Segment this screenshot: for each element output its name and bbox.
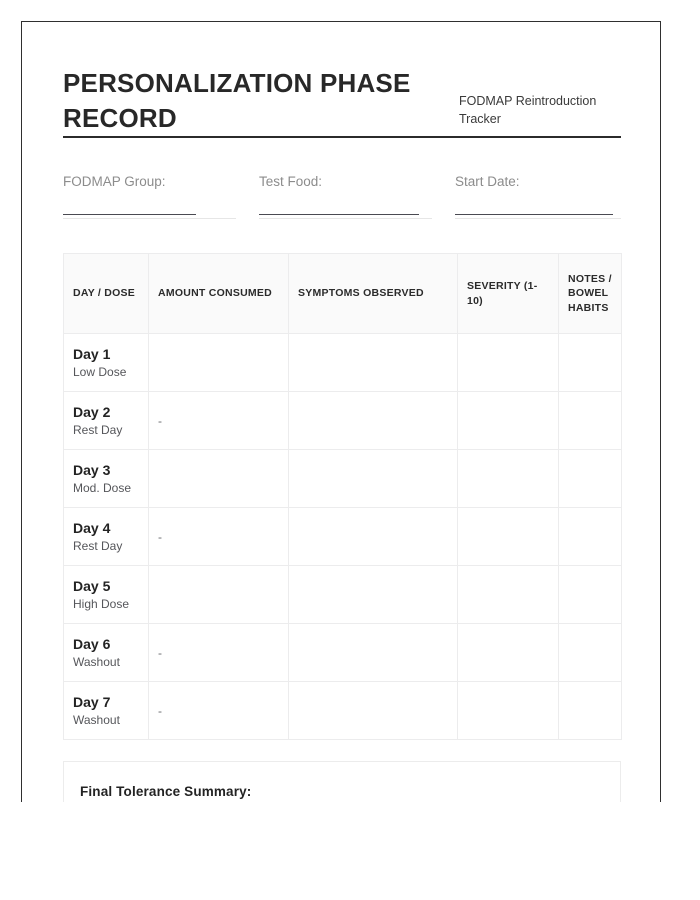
page-sheet <box>21 21 661 802</box>
cell-severity[interactable] <box>458 392 559 450</box>
dose-label: Rest Day <box>73 422 123 437</box>
field-underline <box>259 214 419 215</box>
day-label: Day 1 <box>73 346 111 363</box>
cell-notes[interactable] <box>559 450 622 508</box>
field-underline-faint <box>455 218 621 219</box>
field-fodmap-group <box>63 174 259 221</box>
cell-notes[interactable] <box>559 508 622 566</box>
table-row <box>64 334 622 392</box>
day-label: Day 3 <box>73 462 111 479</box>
field-label-test-food: Test Food: <box>259 174 323 189</box>
cell-amount-consumed[interactable] <box>149 334 289 392</box>
cell-severity[interactable] <box>458 450 559 508</box>
table-row <box>64 624 622 682</box>
table-header-row <box>64 254 622 334</box>
day-label: Day 4 <box>73 520 111 537</box>
dose-label: Rest Day <box>73 538 123 553</box>
table-header <box>64 254 622 334</box>
cell-amount-consumed[interactable] <box>149 450 289 508</box>
field-start-date <box>455 174 621 221</box>
column-header-amount: AMOUNT CONSUMED <box>149 254 289 334</box>
document-subtitle: FODMAP Reintroduction Tracker <box>459 94 597 127</box>
cell-symptoms-observed[interactable] <box>289 566 458 624</box>
cell-day-dose <box>64 682 149 740</box>
cell-notes[interactable] <box>559 334 622 392</box>
cell-amount-consumed[interactable]: - <box>149 682 289 740</box>
field-test-food <box>259 174 455 221</box>
dose-label: Washout <box>73 654 120 669</box>
cell-day-dose <box>64 450 149 508</box>
field-input-test-food[interactable] <box>259 193 455 221</box>
field-input-start-date[interactable] <box>455 193 621 221</box>
final-tolerance-summary-title: Final Tolerance Summary: <box>80 784 252 799</box>
field-underline-faint <box>259 218 432 219</box>
field-underline <box>63 214 196 215</box>
cell-notes[interactable] <box>559 624 622 682</box>
header-divider <box>63 136 621 138</box>
cell-symptoms-observed[interactable] <box>289 334 458 392</box>
cell-symptoms-observed[interactable] <box>289 682 458 740</box>
dose-label: High Dose <box>73 596 130 611</box>
table-row <box>64 566 622 624</box>
cell-severity[interactable] <box>458 682 559 740</box>
cell-amount-consumed[interactable]: - <box>149 508 289 566</box>
day-label: Day 6 <box>73 636 111 653</box>
cell-amount-consumed[interactable] <box>149 566 289 624</box>
cell-severity[interactable] <box>458 508 559 566</box>
dose-label: Washout <box>73 712 120 727</box>
meta-field-row <box>63 174 621 221</box>
field-input-fodmap-group[interactable] <box>63 193 259 221</box>
field-label-fodmap-group: FODMAP Group: <box>63 174 166 189</box>
cell-day-dose <box>64 334 149 392</box>
table-row <box>64 682 622 740</box>
cell-notes[interactable] <box>559 566 622 624</box>
day-label: Day 5 <box>73 578 111 595</box>
table-row <box>64 508 622 566</box>
column-header-day-dose: DAY / DOSE <box>64 254 149 334</box>
cell-symptoms-observed[interactable] <box>289 392 458 450</box>
column-header-symptoms: SYMPTOMS OBSERVED <box>289 254 458 334</box>
cell-severity[interactable] <box>458 334 559 392</box>
table-body <box>64 334 622 740</box>
cell-day-dose <box>64 392 149 450</box>
field-underline <box>455 214 613 215</box>
cell-symptoms-observed[interactable] <box>289 450 458 508</box>
day-label: Day 7 <box>73 694 111 711</box>
final-tolerance-summary-box[interactable] <box>63 761 621 802</box>
cell-severity[interactable] <box>458 566 559 624</box>
table-row <box>64 392 622 450</box>
cell-symptoms-observed[interactable] <box>289 624 458 682</box>
document-header <box>63 22 621 133</box>
cell-notes[interactable] <box>559 392 622 450</box>
cell-amount-consumed[interactable]: - <box>149 624 289 682</box>
field-label-start-date: Start Date: <box>455 174 520 189</box>
cell-amount-consumed[interactable]: - <box>149 392 289 450</box>
day-label: Day 2 <box>73 404 111 421</box>
page-content-area <box>63 22 621 802</box>
column-header-severity: SEVERITY (1-10) <box>458 254 559 334</box>
column-header-notes: NOTES / BOWEL HABITS <box>559 254 622 334</box>
cell-notes[interactable] <box>559 682 622 740</box>
field-underline-faint <box>63 218 236 219</box>
page-title: PERSONALIZATION PHASE RECORD <box>63 68 411 133</box>
dose-label: Mod. Dose <box>73 480 132 495</box>
cell-day-dose <box>64 624 149 682</box>
record-table <box>63 253 622 740</box>
dose-label: Low Dose <box>73 364 127 379</box>
cell-symptoms-observed[interactable] <box>289 508 458 566</box>
cell-day-dose <box>64 508 149 566</box>
cell-severity[interactable] <box>458 624 559 682</box>
cell-day-dose <box>64 566 149 624</box>
table-row <box>64 450 622 508</box>
